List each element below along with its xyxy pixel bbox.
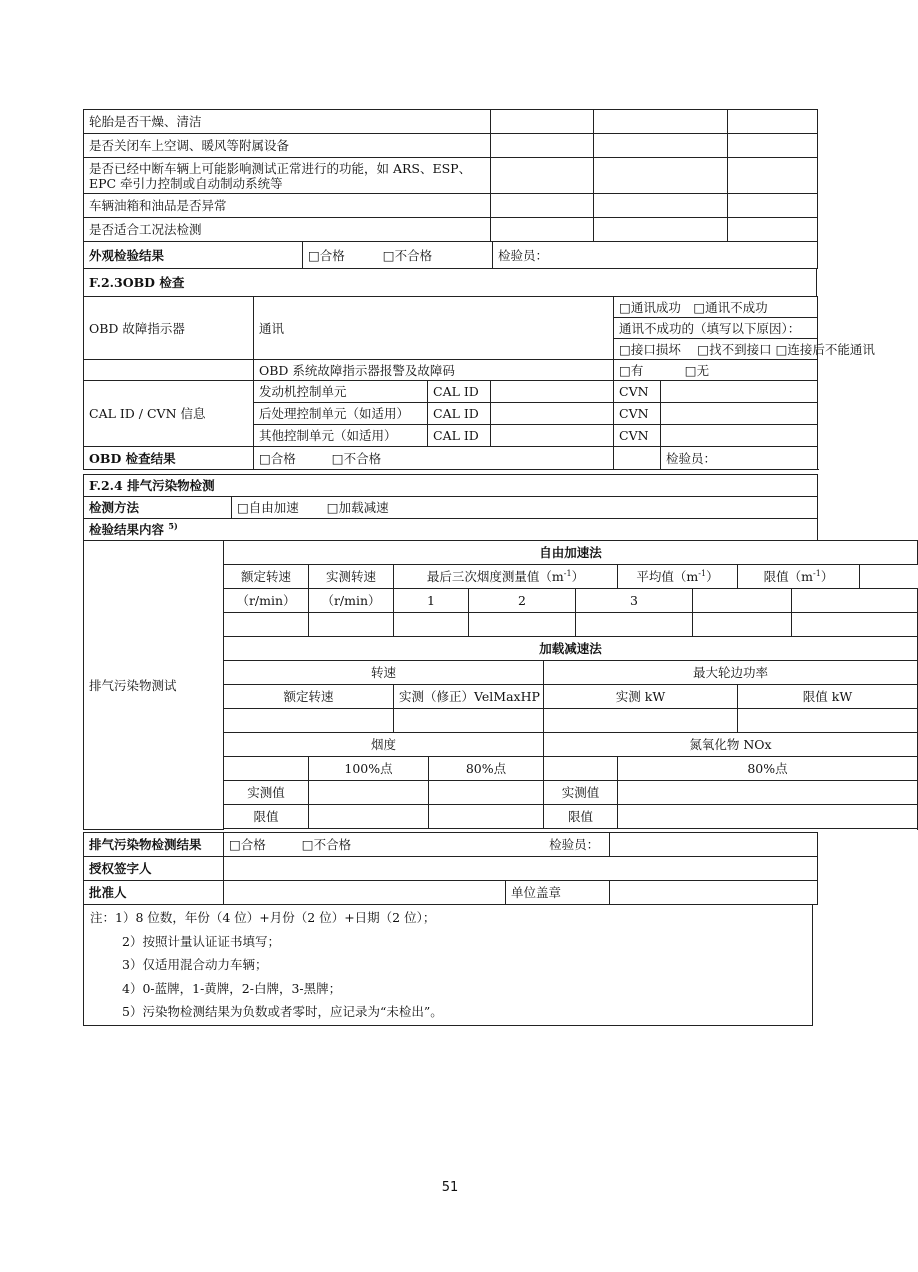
obd-indicator-label: OBD 故障指示器 xyxy=(84,297,254,360)
cal-id-value[interactable] xyxy=(491,381,614,403)
check-cell[interactable] xyxy=(594,110,728,134)
comm-fail-options[interactable]: □接口损坏 □找不到接口 □连接后不能通讯 xyxy=(614,339,818,360)
exhaust-result-table xyxy=(83,832,818,905)
smoke-last3-header: 最后三次烟度测量值$(m^{-1})$ xyxy=(394,565,618,589)
exhaust-inspector[interactable]: 检验员： xyxy=(549,837,600,852)
note-item: 注：1）8 位数，年份（4 位）+月份（2 位）+日期（2 位）； xyxy=(90,910,436,925)
rpm-unit: （r/min） xyxy=(224,589,309,613)
unit-label: 发动机控制单元 xyxy=(254,381,428,403)
pass-checkbox[interactable]: □合格 xyxy=(308,247,345,263)
check-cell[interactable] xyxy=(728,110,818,134)
cal-id-label: CAL ID xyxy=(428,381,491,403)
note-item: 2）按照计量认证证书填写； xyxy=(122,933,280,949)
free-value-cell[interactable] xyxy=(309,613,394,637)
check-item: 轮胎是否干燥、清洁 xyxy=(84,110,491,134)
check-cell[interactable] xyxy=(491,158,594,194)
appearance-inspector[interactable]: 检验员： xyxy=(493,242,818,269)
avg-blank xyxy=(693,589,792,613)
content-label: 检验结果内容 $^{5)}$ xyxy=(84,519,818,541)
cvn-value[interactable] xyxy=(661,425,818,447)
load-value-cell[interactable] xyxy=(544,709,738,733)
free-value-cell[interactable] xyxy=(792,613,918,637)
obd-result-options[interactable] xyxy=(254,447,614,470)
alarm-label: OBD 系统故障指示器报警及故障码 xyxy=(254,360,614,381)
check-cell[interactable] xyxy=(491,194,594,218)
note-item: 5）污染物检测结果为负数或者零时，应记录为“未检出”。 xyxy=(122,1004,443,1019)
check-cell[interactable] xyxy=(491,218,594,242)
limit-header: 限值$(m^{-1})$ xyxy=(738,565,860,589)
obd-indicator-blank xyxy=(84,360,254,381)
avg-header: 平均值$(m^{-1})$ xyxy=(618,565,738,589)
smoke-80-point: 80%点 xyxy=(429,757,544,781)
check-cell[interactable] xyxy=(728,194,818,218)
page-number: 51 xyxy=(441,1180,459,1195)
appearance-result-label: 外观检验结果 xyxy=(84,242,303,269)
cvn-label: CVN xyxy=(614,381,661,403)
check-item: 是否适合工况法检测 xyxy=(84,218,491,242)
pass-checkbox[interactable]: □合格 xyxy=(229,837,266,852)
exhaust-result-options[interactable] xyxy=(224,833,610,857)
obd-inspector[interactable]: 检验员： xyxy=(661,447,818,470)
appearance-result-table xyxy=(83,241,818,269)
fail-checkbox[interactable]: □不合格 xyxy=(301,837,352,852)
free-value-cell[interactable] xyxy=(576,613,693,637)
method-options[interactable] xyxy=(232,497,818,519)
check-cell[interactable] xyxy=(491,134,594,158)
method-label: 检测方法 xyxy=(84,497,232,519)
check-cell[interactable] xyxy=(728,134,818,158)
nox-blank xyxy=(544,757,618,781)
rated-speed-header: 额定转速 xyxy=(224,565,309,589)
smoke-measured-100[interactable] xyxy=(309,781,429,805)
free-value-cell[interactable] xyxy=(224,613,309,637)
check-cell[interactable] xyxy=(594,134,728,158)
cal-id-label: CAL ID xyxy=(428,403,491,425)
cal-cvn-label: CAL ID / CVN 信息 xyxy=(84,381,254,447)
approver-field[interactable] xyxy=(224,881,506,905)
approver-label: 批准人 xyxy=(84,881,224,905)
nox-header: 氮氧化物 NOx xyxy=(544,733,918,757)
alarm-options[interactable]: □有 □无 xyxy=(614,360,818,381)
check-cell[interactable] xyxy=(594,158,728,194)
cal-id-value[interactable] xyxy=(491,403,614,425)
max-power-header: 最大轮边功率 xyxy=(544,661,918,685)
check-cell[interactable] xyxy=(728,158,818,194)
exhaust-test-table xyxy=(83,540,918,830)
limit-kw: 限值 kW xyxy=(738,685,918,709)
fail-checkbox[interactable]: □不合格 xyxy=(382,247,433,263)
cvn-label: CVN xyxy=(614,425,661,447)
free-value-cell[interactable] xyxy=(469,613,576,637)
comm-fail-reason: 通讯不成功的（填写以下原因）： xyxy=(614,318,818,339)
smoke-col-3: 3 xyxy=(576,589,693,613)
smoke-measured-label: 实测值 xyxy=(224,781,309,805)
free-accel-title: 自由加速法 xyxy=(224,541,918,565)
nox-measured-label: 实测值 xyxy=(544,781,618,805)
exhaust-header-table xyxy=(83,474,818,541)
exhaust-section-title: F.2.4 排气污染物检测 xyxy=(84,475,818,497)
nox-80-point: 80%点 xyxy=(618,757,918,781)
unit-label: 其他控制单元（如适用） xyxy=(254,425,428,447)
check-cell[interactable] xyxy=(728,218,818,242)
spacer xyxy=(224,829,918,830)
smoke-limit-label: 限值 xyxy=(224,805,309,829)
measured-kw: 实测 kW xyxy=(544,685,738,709)
smoke-100-point: 100%点 xyxy=(309,757,429,781)
nox-measured-80[interactable] xyxy=(618,781,918,805)
obd-title-table xyxy=(83,268,817,297)
obd-section-title: F.2.3OBD 检查 xyxy=(84,269,817,297)
note-item: 3）仅适用混合动力车辆； xyxy=(122,957,268,972)
notes-box xyxy=(83,905,813,1026)
free-value-cell[interactable] xyxy=(394,613,469,637)
load-value-cell[interactable] xyxy=(738,709,918,733)
cvn-value[interactable] xyxy=(661,381,818,403)
smoke-blank xyxy=(224,757,309,781)
speed-header: 转速 xyxy=(224,661,544,685)
check-item: 是否关闭车上空调、暖风等附属设备 xyxy=(84,134,491,158)
limit-blank xyxy=(792,589,918,613)
nox-limit-80[interactable] xyxy=(618,805,918,829)
smoke-col-2: 2 xyxy=(469,589,576,613)
comm-label: 通讯 xyxy=(254,297,614,360)
smoke-limit-80[interactable] xyxy=(429,805,544,829)
measured-corrected: 实测（修正）VelMaxHP xyxy=(394,685,544,709)
authorized-signatory-field[interactable] xyxy=(224,857,818,881)
nox-limit-label: 限值 xyxy=(544,805,618,829)
authorized-signatory-label: 授权签字人 xyxy=(84,857,224,881)
free-value-cell[interactable] xyxy=(693,613,792,637)
smoke-header: 烟度 xyxy=(224,733,544,757)
load-value-cell[interactable] xyxy=(394,709,544,733)
exhaust-result-blank xyxy=(610,833,818,857)
load-value-cell[interactable] xyxy=(224,709,394,733)
appearance-check-table xyxy=(83,109,818,242)
check-item: 是否已经中断车辆上可能影响测试正常进行的功能，如 ARS、ESP、EPC 牵引力控制或自动制动系统等 xyxy=(84,158,491,194)
note-item: 4）0-蓝牌，1-黄牌，2-白牌，3-黑牌； xyxy=(122,980,342,996)
cal-id-value[interactable] xyxy=(491,425,614,447)
obd-result-blank xyxy=(614,447,661,470)
load-decel-checkbox[interactable]: □加载减速 xyxy=(326,500,389,515)
appearance-result-options[interactable] xyxy=(303,242,493,269)
fail-checkbox[interactable]: □不合格 xyxy=(331,450,382,466)
check-cell[interactable] xyxy=(594,218,728,242)
cal-id-label: CAL ID xyxy=(428,425,491,447)
check-item: 车辆油箱和油品是否异常 xyxy=(84,194,491,218)
exhaust-result-label: 排气污染物检测结果 xyxy=(84,833,224,857)
smoke-col-1: 1 xyxy=(394,589,469,613)
seal-field[interactable] xyxy=(610,881,818,905)
unit-label: 后处理控制单元（如适用） xyxy=(254,403,428,425)
smoke-limit-100[interactable] xyxy=(309,805,429,829)
load-decel-title: 加载减速法 xyxy=(224,637,918,661)
pass-checkbox[interactable]: □合格 xyxy=(259,450,296,466)
cvn-label: CVN xyxy=(614,403,661,425)
check-cell[interactable] xyxy=(594,194,728,218)
rpm-unit: （r/min） xyxy=(309,589,394,613)
measured-speed-header: 实测转速 xyxy=(309,565,394,589)
seal-label: 单位盖章 xyxy=(506,881,610,905)
comm-status-options[interactable]: □通讯成功 □通讯不成功 xyxy=(614,297,818,318)
cvn-value[interactable] xyxy=(661,403,818,425)
free-accel-checkbox[interactable]: □自由加速 xyxy=(237,500,299,515)
obd-info-table xyxy=(83,296,875,470)
exhaust-test-label: 排气污染物测试 xyxy=(84,541,224,830)
check-cell[interactable] xyxy=(491,110,594,134)
smoke-measured-80[interactable] xyxy=(429,781,544,805)
obd-result-label: OBD 检查结果 xyxy=(84,447,254,470)
load-rated-speed: 额定转速 xyxy=(224,685,394,709)
